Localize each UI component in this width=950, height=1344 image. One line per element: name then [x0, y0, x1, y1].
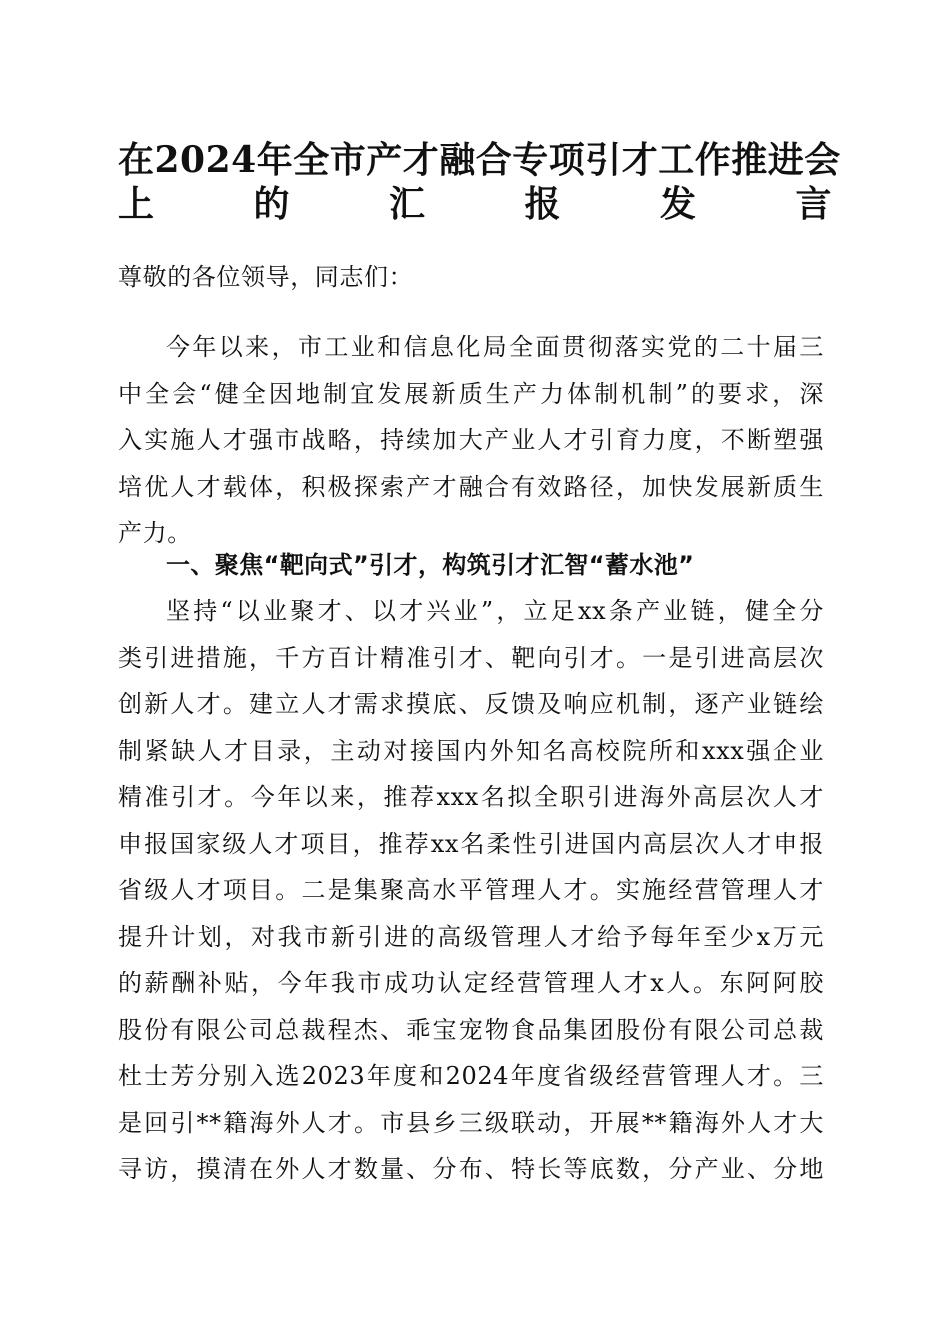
paragraph-line: 中全会“健全因地制宜发展新质生产力体制机制”的要求，深: [118, 379, 824, 408]
section-heading-text: 一、聚焦“靶向式”引才，构筑引才汇智“蓄水池”: [166, 551, 695, 579]
paragraph-line: 是回引**籍海外人才。市县乡三级联动，开展**籍海外人才大: [118, 1108, 824, 1137]
title-line-2: 上的汇报发言: [118, 183, 832, 225]
paragraph-line: 入实施人才强市战略，持续加大产业人才引育力度，不断塑强: [118, 426, 824, 454]
paragraph-line: 制紧缺人才目录，主动对接国内外知名高校院所和xxx强企业: [118, 736, 824, 765]
paragraph-line: 的薪酬补贴，今年我市成功认定经营管理人才x人。东阿阿胶: [118, 969, 824, 997]
paragraph-line: 今年以来，市工业和信息化局全面贯彻落实党的二十届三: [166, 333, 824, 361]
paragraph-line: 产力。: [118, 519, 192, 547]
section-1-paragraph: [118, 588, 824, 1193]
paragraph-line: 股份有限公司总裁程杰、乖宝宠物食品集团股份有限公司总裁: [118, 1015, 824, 1044]
paragraph-line: 省级人才项目。二是集聚高水平管理人才。实施经营管理人才: [118, 876, 824, 904]
paragraph-line: 提升计划，对我市新引进的高级管理人才给予每年至少x万元: [118, 922, 824, 951]
intro-paragraph: [118, 324, 824, 557]
salutation: [118, 254, 824, 301]
paragraph-line: 类引进措施，千方百计精准引才、靶向引才。一是引进高层次: [118, 643, 824, 672]
document-title: [118, 138, 841, 226]
salutation-text: 尊敬的各位领导，同志们：: [118, 263, 414, 291]
paragraph-line: 培优人才载体，积极探索产才融合有效路径，加快发展新质生: [118, 472, 824, 501]
section-heading-1: [118, 542, 824, 589]
paragraph-line: 坚持“以业聚才、以才兴业”，立足xx条产业链，健全分: [166, 597, 824, 625]
paragraph-line: 申报国家级人才项目，推荐xx名柔性引进国内高层次人才申报: [118, 829, 824, 858]
title-line-1: 在2024年全市产才融合专项引才工作推进会: [118, 139, 841, 181]
paragraph-line: 寻访，摸清在外人才数量、分布、特长等底数，分产业、分地: [118, 1155, 824, 1183]
paragraph-line: 创新人才。建立人才需求摸底、反馈及响应机制，逐产业链绘: [118, 690, 824, 718]
paragraph-line: 杜士芳分别入选2023年度和2024年度省级经营管理人才。三: [118, 1062, 824, 1090]
paragraph-line: 精准引才。今年以来，推荐xxx名拟全职引进海外高层次人才: [118, 783, 824, 811]
